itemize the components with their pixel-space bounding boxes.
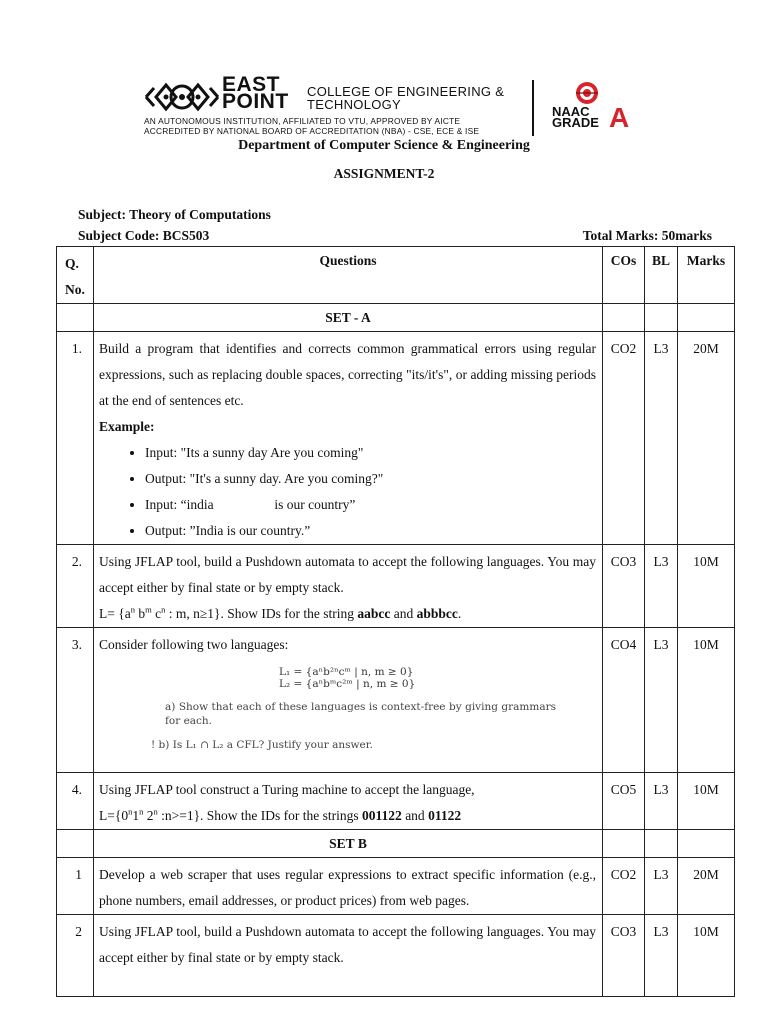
course-outcome: CO3 <box>603 915 645 997</box>
question-number: 1 <box>57 858 94 915</box>
lang-sup: n <box>139 806 144 817</box>
list-item: • Output: "It's a sunny day. Are you coming?" <box>145 466 596 492</box>
table-row <box>57 628 735 773</box>
question-body: Using JFLAP tool, build a Pushdown automata to accept the following languages. You may accept either by final state or by empty stack. <box>99 554 596 595</box>
course-outcome: CO5 <box>603 773 645 830</box>
lang-part: : m, n≥1}. Show IDs for the string <box>165 606 358 621</box>
list-item: • Output: ”India is our country.” <box>145 518 596 544</box>
subject-code-line: Subject Code: BCS503 <box>78 228 210 243</box>
question-number: 2. <box>57 545 94 628</box>
language-definitions <box>99 666 596 690</box>
test-string: 01122 <box>428 808 462 823</box>
test-string: abbbcc <box>416 606 458 621</box>
lang-part: L= {a <box>99 606 131 621</box>
marks: 10M <box>678 773 735 830</box>
affiliation-line2: ACCREDITED BY NATIONAL BOARD OF ACCREDITATION (NBA) - CSE, ECE & ISE <box>144 126 480 136</box>
blooms-level: L3 <box>645 858 678 915</box>
blooms-level: L3 <box>645 773 678 830</box>
college-name-line1: COLLEGE OF ENGINEERING & <box>307 84 505 99</box>
question-text: Develop a web scraper that uses regular expressions to extract specific information (e.g., phone numbers, email addresses, or product prices) from web pages. <box>94 858 603 915</box>
table-row <box>57 773 735 830</box>
language-l2: L₂ = {aⁿbᵐc²ᵐ | n, m ≥ 0} <box>279 678 416 690</box>
set-b-blank-cell <box>57 830 94 858</box>
example-label: Example: <box>99 419 155 434</box>
marks: 10M <box>678 915 735 997</box>
list-item: • Input: "Its a sunny day Are you coming" <box>145 440 596 466</box>
table-header-row <box>57 247 735 304</box>
lang-part: 2 <box>143 808 154 823</box>
set-b-blank-co <box>603 830 645 858</box>
lang-sup: n <box>161 604 166 615</box>
college-header <box>144 73 640 138</box>
affiliation-line1: AN AUTONOMOUS INSTITUTION, AFFILIATED TO VTU, APPROVED BY AICTE <box>144 116 461 126</box>
set-a-blank-co <box>603 304 645 332</box>
course-outcome: CO2 <box>603 858 645 915</box>
set-a-label: SET - A <box>94 304 603 332</box>
question-number: 1. <box>57 332 94 545</box>
lang-part: 1 <box>132 808 140 823</box>
set-a-blank-marks <box>678 304 735 332</box>
naac-text <box>552 106 599 128</box>
language-definition <box>99 803 596 829</box>
lang-sup: n <box>128 806 133 817</box>
question-text: Using JFLAP tool, build a Pushdown automata to accept the following languages. You may accept either by final state or by empty stack. <box>94 915 603 997</box>
part-a-text: a) Show that each of these languages is context-free by giving grammars for each. <box>165 701 556 727</box>
lang-part: and <box>390 606 417 621</box>
affiliation-text <box>144 116 479 136</box>
blooms-level: L3 <box>645 915 678 997</box>
header-qno-line1: Q. <box>65 256 79 271</box>
marks: 20M <box>678 858 735 915</box>
course-outcome: CO3 <box>603 545 645 628</box>
table-row <box>57 545 735 628</box>
set-b-row <box>57 830 735 858</box>
blooms-level: L3 <box>645 545 678 628</box>
total-marks-line: Total Marks: 50marks <box>582 228 712 243</box>
subject-line: Subject: Theory of Computations <box>78 207 271 222</box>
set-b-label: SET B <box>94 830 603 858</box>
question-text <box>94 545 603 628</box>
assignment-title: ASSIGNMENT-2 <box>333 166 435 181</box>
questions-table <box>56 246 735 997</box>
header-cos: COs <box>603 247 645 304</box>
set-a-blank-bl <box>645 304 678 332</box>
naac-line2: GRADE <box>552 115 599 130</box>
table-row <box>57 858 735 915</box>
header-questions: Questions <box>94 247 603 304</box>
naac-line1: NAAC <box>552 104 590 119</box>
question-number: 2 <box>57 915 94 997</box>
example-list <box>99 440 596 544</box>
set-a-row <box>57 304 735 332</box>
lang-part: :n>=1}. Show the IDs for the strings <box>157 808 363 823</box>
lang-sup: m <box>145 604 152 615</box>
marks: 10M <box>678 628 735 773</box>
naac-grade-letter: A <box>609 102 630 133</box>
logo-point-text: POINT <box>222 90 289 113</box>
lang-part: b <box>134 606 146 621</box>
question-body: Build a program that identifies and corrects common grammatical errors using regular expressions, such as replacing double spaces, correcting "its/it's", or adding missing periods at the end of sentences etc. <box>99 341 596 408</box>
language-l1: L₁ = {aⁿb²ⁿcᵐ | n, m ≥ 0} <box>279 666 414 678</box>
lang-part: c <box>151 606 162 621</box>
header-marks: Marks <box>678 247 735 304</box>
question-number: 3. <box>57 628 94 773</box>
header-qno-line2: No. <box>65 282 85 297</box>
table-row <box>57 915 735 997</box>
naac-badge <box>552 80 642 138</box>
part-b-text: ! b) Is L₁ ∩ L₂ a CFL? Justify your answer. <box>151 739 373 751</box>
question-text <box>94 773 603 830</box>
question-body: Using JFLAP tool construct a Turing machine to accept the language, <box>99 782 475 797</box>
question-number: 4. <box>57 773 94 830</box>
course-outcome: CO4 <box>603 628 645 773</box>
test-string: 001122 <box>362 808 402 823</box>
marks: 10M <box>678 545 735 628</box>
header-divider <box>532 80 534 136</box>
logo-wordmark <box>222 73 289 113</box>
blooms-level: L3 <box>645 628 678 773</box>
table-row <box>57 332 735 545</box>
blooms-level: L3 <box>645 332 678 545</box>
marks: 20M <box>678 332 735 545</box>
lang-part: and <box>401 808 429 823</box>
naac-emblem-icon <box>572 80 602 106</box>
question-body: Consider following two languages: <box>99 637 289 652</box>
college-name-line2: TECHNOLOGY <box>307 97 402 112</box>
logo-east-text: EAST <box>222 73 281 96</box>
lang-part: . <box>457 606 462 621</box>
question-text <box>94 628 603 773</box>
college-name <box>307 85 504 111</box>
header-qno <box>57 247 94 304</box>
course-outcome: CO2 <box>603 332 645 545</box>
list-item: • Input: “india is our country” <box>145 492 596 518</box>
lang-part: L={0 <box>99 808 129 823</box>
set-b-blank-bl <box>645 830 678 858</box>
college-logo-icon <box>144 80 220 114</box>
question-text <box>94 332 603 545</box>
language-definition <box>99 601 596 627</box>
set-a-blank-cell <box>57 304 94 332</box>
lang-sup: n <box>130 604 135 615</box>
test-string: aabcc <box>357 606 391 621</box>
department-title: Department of Computer Science & Engineering <box>238 138 530 153</box>
set-b-blank-marks <box>678 830 735 858</box>
lang-sup: n <box>153 806 158 817</box>
header-bl: BL <box>645 247 678 304</box>
